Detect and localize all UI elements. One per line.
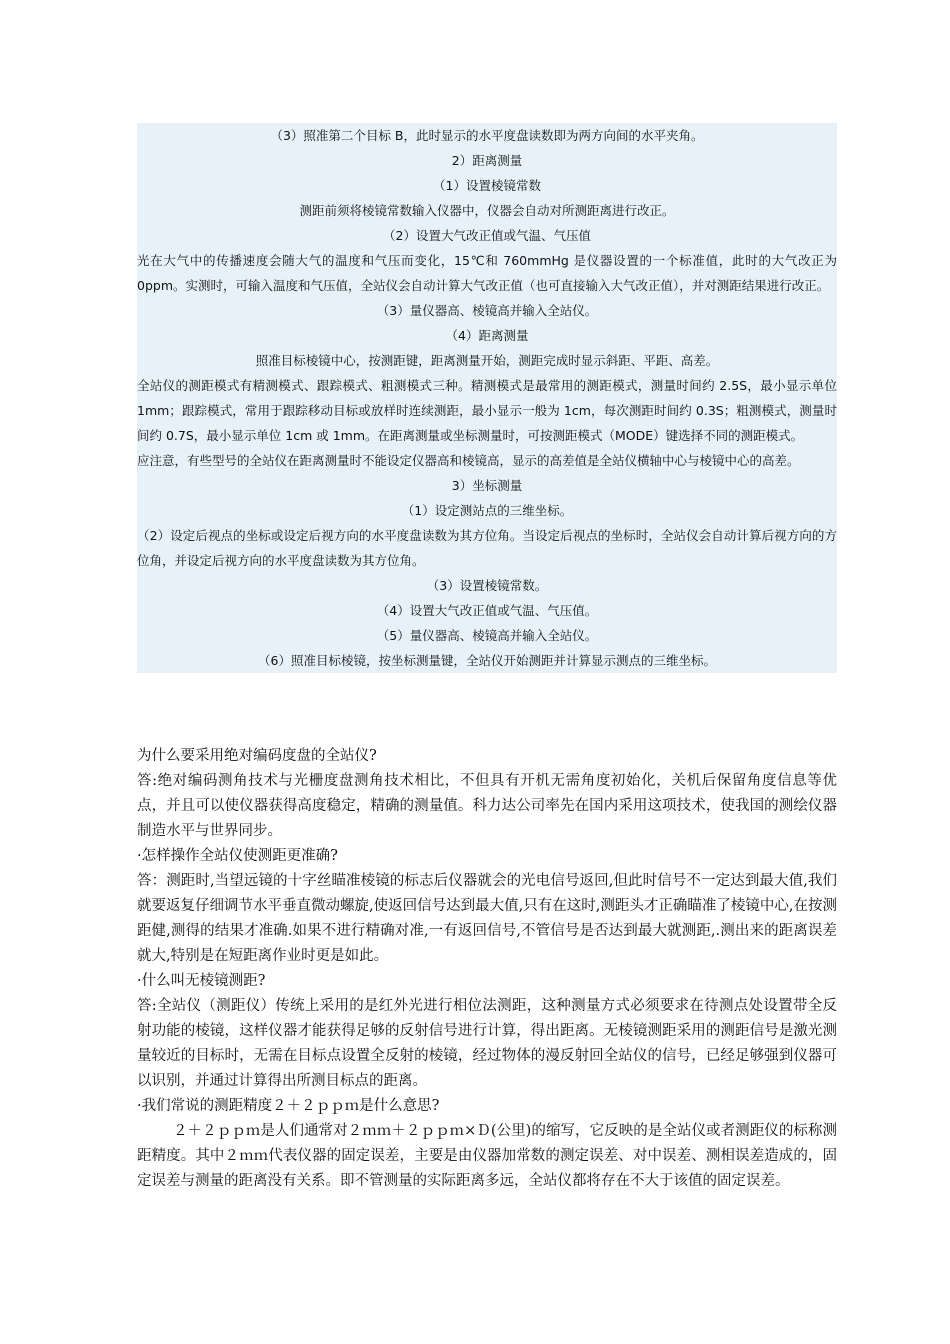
faq-answer: ２＋２ｐｐｍ是人们通常对２ｍｍ＋２ｐｐｍ×Ｄ(公里)的缩写，它反映的是全站仪或者测距仪的标称测距精度。其中２ｍｍ代表仪器的固定误差，主要是由仪器加常数的测定误差、对中误差、测相误差造成的，固定误差与测量的距离没有关系。即不管测量的实际距离多远，全站仪都将存在不大于该值的固定误差。 xyxy=(137,1123,837,1189)
faq-question: ·怎样操作全站仪使测距更准确? xyxy=(137,848,338,864)
step-line: （5）量仪器高、棱镜高并输入全站仪。 xyxy=(376,628,598,643)
step-line: （3）量仪器高、棱镜高并输入全站仪。 xyxy=(376,303,598,318)
faq-question: ·什么叫无棱镜测距? xyxy=(137,973,266,989)
step-line: （6）照准目标棱镜，按坐标测量键，全站仪开始测距并计算显示测点的三维坐标。 xyxy=(258,653,716,668)
step-line: 照准目标棱镜中心，按测距键，距离测量开始，测距完成时显示斜距、平距、高差。 xyxy=(255,353,719,368)
step-line: （3）照准第二个目标 B，此时显示的水平度盘读数即为两方向间的水平夹角。 xyxy=(270,128,704,143)
section-heading: 3）坐标测量 xyxy=(451,478,523,493)
paragraph: 应注意，有些型号的全站仪在距离测量时不能设定仪器高和棱镜高，显示的高差值是全站仪横轴中心与棱镜中心的高差。 xyxy=(137,453,800,468)
paragraph: （2）设定后视点的坐标或设定后视方向的水平度盘读数为其方位角。当设定后视点的坐标时，全站仪会自动计算后视方向的方位角，并设定后视方向的水平度盘读数为其方位角。 xyxy=(137,528,837,568)
step-line: （3）设置棱镜常数。 xyxy=(426,578,548,593)
step-line: （1）设置棱镜常数 xyxy=(433,178,541,193)
step-line: （4）距离测量 xyxy=(445,328,529,343)
step-line: （4）设置大气改正值或气温、气压值。 xyxy=(376,603,598,618)
shaded-instructions-block xyxy=(137,123,837,673)
faq-question: ·我们常说的测距精度２＋２ｐｐｍ是什么意思? xyxy=(137,1098,440,1114)
paragraph: 光在大气中的传播速度会随大气的温度和气压而变化，15℃和 760mmHg 是仪器设置的一个标准值，此时的大气改正为 0ppm。实测时，可输入温度和气压值，全站仪会自动计算大气改正值（也可直接输入大气改正值），并对测距结果进行改正。 xyxy=(137,253,837,293)
step-line: （1）设定测站点的三维坐标。 xyxy=(401,503,573,518)
faq-section xyxy=(137,744,837,1194)
faq-question: 为什么要采用绝对编码度盘的全站仪? xyxy=(137,748,377,764)
paragraph: 全站仪的测距模式有精测模式、跟踪模式、粗测模式三种。精测模式是最常用的测距模式，测量时间约 2.5S，最小显示单位 1mm；跟踪模式，常用于跟踪移动目标或放样时连续测距，最小显示一般为 1cm，每次测距时间约 0.3S；粗测模式，测量时间约 0.7S，最小显示单位 1cm 或 1mm。在距离测量或坐标测量时，可按测距模式（MODE）键选择不同的测距模式。 xyxy=(137,378,837,443)
section-heading: 2）距离测量 xyxy=(451,153,523,168)
step-line: 测距前须将棱镜常数输入仪器中，仪器会自动对所测距离进行改正。 xyxy=(299,203,675,218)
step-line: （2）设置大气改正值或气温、气压值 xyxy=(383,228,591,243)
faq-answer: 答：测距时,当望远镜的十字丝瞄准棱镜的标志后仪器就会的光电信号返回,但此时信号不一定达到最大值,我们就要返复仔细调节水平垂直微动螺旋,使返回信号达到最大值,只有在这时,测距头才正确瞄准了棱镜中心,在按测距健,测得的结果才准确.如果不进行精确对准,一有返回信号,不管信号是否达到最大就测距,.测出来的距离误差就大,特别是在短距离作业时更是如此。 xyxy=(137,873,837,964)
faq-answer: 答:绝对编码测角技术与光栅度盘测角技术相比，不但具有开机无需角度初始化，关机后保留角度信息等优点，并且可以使仪器获得高度稳定，精确的测量值。科力达公司率先在国内采用这项技术，使我国的测绘仪器制造水平与世界同步。 xyxy=(137,773,837,839)
faq-answer: 答:全站仪（测距仪）传统上采用的是红外光进行相位法测距，这种测量方式必须要求在待测点处设置带全反射功能的棱镜，这样仪器才能获得足够的反射信号进行计算，得出距离。无棱镜测距采用的测距信号是激光测量较近的目标时，无需在目标点设置全反射的棱镜，经过物体的漫反射回全站仪的信号，已经足够强到仪器可以识别，并通过计算得出所测目标点的距离。 xyxy=(137,998,837,1089)
